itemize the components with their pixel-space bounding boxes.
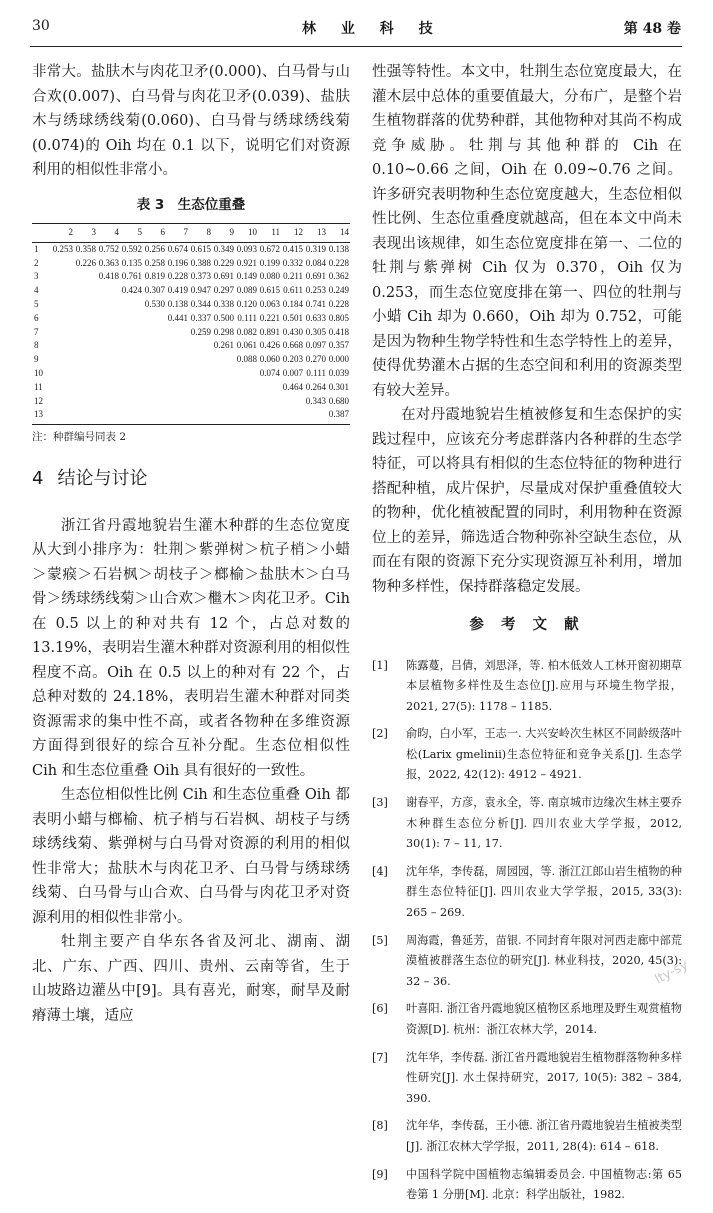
table-row [32,298,350,312]
table-cell: 0.298 [213,326,234,337]
table-column-header: 12 [281,224,304,243]
table-column-header: 4 [97,224,120,243]
reference-text: 沈年华，李传磊. 浙江省丹霞地貌岩生植物群落物种多样性研究[J]. 水土保持研究，2017, 10(5): 382 – 384, 390. [406,1050,682,1105]
table-cell: 0.691 [305,271,326,282]
reference-text: 陈露蔓，吕倩，刘思泽，等. 柏木低效人工林开窗初期草本层植物多样性及生态位[J].应用与环境生物学报，2021, 27(5): 1178 – 1185. [406,658,682,713]
table-cell: 0.258 [144,257,165,268]
table-cell [51,367,74,381]
table-cell: 0.203 [282,354,303,365]
table-cell [51,270,74,284]
table-note: 注：种群编号同表 2 [32,431,127,444]
table-header-row [32,224,350,243]
paragraph-last: 在对丹霞地貌岩生植被修复和生态保护的实践过程中，应该充分考虑群落内各种群的生态学特征，可以将具有相似的生态位特征的物种进行搭配种植，成片保护，尽量成对保护重叠值较大的物种，优化植被配置的同时，利用物种在资源位上的差异，筛选适合物种弥补空缺生态位，从而在有限的资源下充分实现资源互补利用，增加物种多样性，保持群落稳定发展。 [372,407,682,595]
table-cell: 0.259 [190,326,211,337]
table-cell [166,339,189,353]
table-cell [189,381,212,395]
table-cell [97,381,120,395]
table-cell [51,353,74,367]
table-cell [51,408,74,424]
table-cell [97,284,120,298]
table-cell: 0.080 [259,271,280,282]
table-column-header: 3 [74,224,97,243]
row-label: 2 [34,257,39,268]
section-heading [32,467,350,492]
table-cell: 0.680 [328,395,349,406]
table-cell: 0.305 [305,326,326,337]
table-cell: 0.228 [167,271,188,282]
table-row [32,242,350,256]
table-cell: 0.060 [259,354,280,365]
table-cell: 0.111 [237,312,257,323]
table-cell: 0.362 [328,271,349,282]
table-cell: 0.297 [213,285,234,296]
left-column [32,60,350,1028]
table-cell [74,381,97,395]
table-cell [189,408,212,424]
table-cell: 0.530 [144,298,165,309]
table-cell: 0.063 [259,298,280,309]
niche-overlap-table [32,223,350,425]
paragraph-1: 浙江省丹霞地貌岩生灌木种群的生态位宽度从大到小排序为：牡荆＞紫弹树＞杭子梢＞小蜡＞蒙瘊＞石岩枫＞胡枝子＞榔榆＞盐肤木＞白马骨＞绣球绣线菊＞山合欢＞檵木＞肉花卫矛。Cih 在 0.5 以上的种对共有 12 个，占总对数的 13.19%，表明岩生灌木种群对资源利用的相似性程度不高。Oih 在 0.5 以上的种对有 22 个，占总种对数的 24.18%，表明岩生灌木种群对同类资源需求的集中性不高，或者各物种在多维资源方面得到很好的综合互补分配。生态位相似性 Cih 和生态位重叠 Oih 具有很好的一致性。 [32,517,350,779]
table-cell: 0.093 [236,243,257,254]
table-cell [166,367,189,381]
table-cell [304,408,327,424]
table-cell [143,395,166,409]
table-cell [258,395,281,409]
reference-number: [1] [372,658,388,672]
table-cell: 0.211 [283,271,303,282]
table-cell: 0.097 [305,340,326,351]
reference-number: [9] [372,1167,388,1181]
table-cell [74,339,97,353]
table-cell: 0.000 [328,354,349,365]
reference-item [372,724,682,786]
table-cell [74,353,97,367]
table-cell: 0.138 [328,243,349,254]
table-column-header: 7 [166,224,189,243]
table-cell: 0.253 [305,285,326,296]
table-row [32,395,350,409]
table-cell: 0.332 [282,257,303,268]
table-cell [281,408,304,424]
table-cell [189,395,212,409]
reference-number: [2] [372,727,388,741]
table-column-header: 2 [51,224,74,243]
table-cell [143,339,166,353]
table-cell [143,367,166,381]
table-cell [120,339,143,353]
table-cell [166,326,189,340]
reference-text: 中国科学院中国植物志编辑委员会. 中国植物志:第 65 卷第 1 分册[M]. 北京：科学出版社，1982. [406,1167,682,1202]
table-cell: 0.337 [190,312,211,323]
table-cell [74,326,97,340]
table-cell [281,395,304,409]
table-cell: 0.111 [306,367,326,378]
table-cell: 0.592 [121,243,142,254]
table-cell [143,381,166,395]
table-cell [143,326,166,340]
table-cell: 0.149 [236,271,257,282]
table-cell: 0.344 [190,298,211,309]
reference-item [372,862,682,924]
table-body [32,242,350,424]
table-cell [143,353,166,367]
table-cell: 0.891 [259,326,280,337]
table-cell [74,312,97,326]
row-label: 6 [34,312,39,323]
right-column [372,60,682,1213]
reference-item [372,1165,682,1206]
table-cell [120,326,143,340]
table-row [32,339,350,353]
section-title: 结论与讨论 [57,468,148,490]
reference-item [372,1116,682,1157]
table-cell [235,381,258,395]
table-cell [166,395,189,409]
table-row [32,408,350,424]
table-cell: 0.387 [327,408,350,424]
table-cell: 0.120 [236,298,257,309]
watermark: lty-sy [652,957,691,988]
table-row [32,367,350,381]
table-cell [74,270,97,284]
table-cell [97,367,120,381]
table-cell [97,339,120,353]
table-cell: 0.500 [213,312,234,323]
table-cell [166,408,189,424]
table-cell [97,353,120,367]
table-cell: 0.373 [190,271,211,282]
reference-text: 周海霞，鲁延芳，苗银. 不同封育年限对河西走廊中部荒漠植被群落生态位的研究[J]. 林业科技，2020, 45(3): 32 – 36. [406,933,682,988]
table-cell [212,381,235,395]
row-label: 13 [32,408,51,424]
table-cell: 0.357 [328,340,349,351]
reference-number: [5] [372,933,388,947]
references-list [372,656,682,1206]
table-cell [74,395,97,409]
table-cell: 0.307 [144,285,165,296]
section-number: 4 [32,468,44,490]
table-cell: 0.668 [282,340,303,351]
table-cell: 0.741 [305,298,326,309]
table-cell: 0.249 [328,285,349,296]
reference-item [372,1048,682,1110]
table-cell [258,408,281,424]
row-label: 9 [34,354,39,365]
row-label: 4 [34,285,39,296]
table-cell [51,257,74,271]
table-cell: 0.691 [213,271,234,282]
table-column-header [32,224,51,243]
table-title: 表 3 生态位重叠 [136,196,246,213]
page-number: 30 [32,18,50,34]
table-cell: 0.343 [305,395,326,406]
table-cell [166,353,189,367]
row-label: 7 [34,326,39,337]
table-cell: 0.301 [328,381,349,392]
table-cell: 0.084 [305,257,326,268]
table-cell: 0.424 [121,285,142,296]
reference-number: [6] [372,1002,388,1016]
table-cell [189,353,212,367]
table-cell [51,312,74,326]
row-label: 1 [34,243,39,254]
table-cell: 0.261 [213,340,234,351]
table-column-header: 6 [143,224,166,243]
reference-number: [7] [372,1050,388,1064]
paragraph-2: 生态位相似性比例 Cih 和生态位重叠 Oih 都表明小蜡与榔榆、杭子梢与石岩枫、胡枝子与绣球绣线菊、紫弹树与白马骨对资源的利用的相似性非常大；盐肤木与肉花卫矛、白马骨与绣球绣线菊、白马骨与山合欢、白马骨与肉花卫矛对资源利用的相似性非常小。 [32,787,350,926]
table-cell: 0.039 [328,367,349,378]
table-cell [74,408,97,424]
reference-item [372,793,682,855]
table-cell [143,408,166,424]
table-column-header: 13 [304,224,327,243]
references-title: 参 考 文 献 [469,617,585,633]
table-cell: 0.256 [144,243,165,254]
table-column-header: 9 [212,224,235,243]
table-cell [51,339,74,353]
row-label: 12 [34,395,43,406]
table-cell [97,312,120,326]
table-cell: 0.228 [328,298,349,309]
journal-title: 林 业 科 技 [302,21,443,37]
table-cell [258,381,281,395]
reference-text: 谢春平，方彦，袁永全，等. 南京城市边缘次生林主要乔木种群生态位分析[J]. 四川农业大学学报，2012, 30(1): 7 – 11, 17. [406,796,682,851]
table-cell: 0.819 [144,271,165,282]
table-cell: 0.363 [98,257,119,268]
table-cell: 0.229 [213,257,234,268]
table-cell [120,381,143,395]
page-header [0,18,713,40]
table-cell: 0.319 [305,243,326,254]
table-cell: 0.358 [75,243,96,254]
table-cell: 0.418 [98,271,119,282]
table-cell [166,381,189,395]
table-cell: 0.611 [283,285,303,296]
table-cell [120,367,143,381]
paragraph-top: 非常大。盐肤木与肉花卫矛(0.000)、白马骨与山合欢(0.007)、白马骨与肉花卫矛(0.039)、盐肤木与绣球绣线菊(0.060)、白马骨与绣球绣线菊(0.074)的 Oih 均在 0.1 以下，说明它们对资源利用的相似性非常小。 [32,64,350,178]
table-cell [97,395,120,409]
table-cell [120,353,143,367]
reference-text: 沈年华，李传磊，王小德. 浙江省丹霞地貌岩生植被类型[J]. 浙江农林大学学报，2011, 28(4): 614 – 618. [406,1119,682,1153]
table-cell: 0.464 [282,381,303,392]
table-cell: 0.196 [167,257,188,268]
table-cell: 0.338 [213,298,234,309]
table-row [32,257,350,271]
table-cell [120,395,143,409]
table-cell: 0.082 [236,326,257,337]
paragraph-continued: 性强等特性。本文中，牡荆生态位宽度最大，在灌木层中总体的重要值最大，分布广，是整个岩生植物群落的优势种群，其他物种对其尚不构成竞争威胁。牡荆与其他种群的 Cih 在 0.10~0.66 之间，Oih 在 0.09~0.76 之间。许多研究表明物种生态位宽度越大，生态位相似性比例、生态位重叠度就越高，但在本文中尚未表现出该规律，如生态位宽度排在第一、二位的牡荆与紫弹树 Cih 仅为 0.370，Oih 仅为 0.253，而生态位宽度排在第一、四位的牡荆与小蜡 Cih 却为 0.660，Oih 却为 0.752，可能是因为物种生物学特性和生态学特性上的差异，使得优势灌木占据的生态空间和利用的资源类型有较大差异。 [372,64,682,399]
row-label: 10 [34,367,43,378]
table-row [32,381,350,395]
table-cell [74,284,97,298]
row-label: 3 [34,271,39,282]
table-row [32,270,350,284]
reference-text: 沈年华，李传磊，周园园，等. 浙江江郎山岩生植物的种群生态位特征[J]. 四川农业大学学报，2015, 33(3): 265 – 269. [406,864,682,920]
table-cell: 0.674 [167,243,188,254]
table-cell [212,353,235,367]
table-cell [120,298,143,312]
table-column-header: 8 [189,224,212,243]
table-cell [51,381,74,395]
table-cell: 0.226 [75,257,96,268]
header-rule [30,46,682,47]
table-cell [212,408,235,424]
table-cell [189,367,212,381]
table-column-header: 11 [258,224,281,243]
table-cell: 0.199 [259,257,280,268]
table-row [32,326,350,340]
reference-number: [8] [372,1119,388,1133]
table-cell: 0.805 [328,312,349,323]
table-cell: 0.615 [190,243,211,254]
table-cell: 0.761 [121,271,142,282]
table-cell [51,284,74,298]
reference-item [372,656,682,718]
reference-text: 叶喜阳. 浙江省丹霞地貌区植物区系地理及野生观赏植物资源[D]. 杭州：浙江农林大学，2014. [406,1002,682,1036]
table-cell: 0.441 [167,312,188,323]
table-cell [120,312,143,326]
table-cell: 0.007 [282,367,303,378]
table-cell: 0.418 [328,326,349,337]
table-cell [235,408,258,424]
table-cell [143,312,166,326]
paragraph-3: 牡荆主要产自华东各省及河北、湖南、湖北、广东、广西、四川、贵州、云南等省，生于山坡路边灌丛中[9]。具有喜光，耐寒，耐旱及耐瘠薄土壤，适应 [32,934,350,1024]
table-cell: 0.947 [190,285,211,296]
table-cell: 0.615 [259,285,280,296]
table-cell [97,408,120,424]
table-row [32,284,350,298]
reference-text: 俞昀，白小军，王志一. 大兴安岭次生林区不同龄级落叶松(Larix gmelinii)生态位特征和竞争关系[J]. 生态学报，2022, 42(12): 4912 – 4921. [406,727,682,782]
reference-item [372,931,682,993]
row-label: 8 [34,340,39,351]
table-cell: 0.430 [282,326,303,337]
table-cell: 0.419 [167,285,188,296]
table-cell: 0.426 [259,340,280,351]
table-cell [212,395,235,409]
table-cell [51,395,74,409]
table-cell: 0.921 [236,257,257,268]
volume-label: 第 48 卷 [623,21,681,37]
table-cell: 0.074 [259,367,280,378]
table-column-header: 10 [235,224,258,243]
table-cell: 0.388 [190,257,211,268]
reference-number: [4] [372,864,388,878]
table-column-header: 5 [120,224,143,243]
table-cell [212,367,235,381]
table-cell: 0.089 [236,285,257,296]
table-cell [235,395,258,409]
table-cell [74,367,97,381]
reference-number: [3] [372,796,388,810]
table-cell [74,298,97,312]
table-cell: 0.228 [328,257,349,268]
table-cell: 0.088 [236,354,257,365]
table-cell: 0.253 [52,243,73,254]
table-cell: 0.138 [167,298,188,309]
row-label: 5 [34,298,39,309]
table-cell [97,298,120,312]
table-cell: 0.135 [121,257,142,268]
table-cell: 0.264 [305,381,326,392]
reference-item [372,999,682,1040]
table-cell [120,408,143,424]
table-column-header: 14 [327,224,350,243]
table-cell: 0.270 [305,354,326,365]
table-cell [51,298,74,312]
table-row [32,312,350,326]
table-cell: 0.633 [305,312,326,323]
table-cell: 0.184 [282,298,303,309]
table-cell: 0.221 [259,312,280,323]
table-cell [97,326,120,340]
table-cell [189,339,212,353]
table-row [32,353,350,367]
table-cell: 0.501 [282,312,303,323]
table-cell [235,367,258,381]
table-cell: 0.349 [213,243,234,254]
table-cell: 0.061 [236,340,257,351]
table-cell: 0.752 [98,243,119,254]
table-cell [51,326,74,340]
table-cell: 0.415 [282,243,303,254]
table-cell: 0.672 [259,243,280,254]
row-label: 11 [34,381,43,392]
